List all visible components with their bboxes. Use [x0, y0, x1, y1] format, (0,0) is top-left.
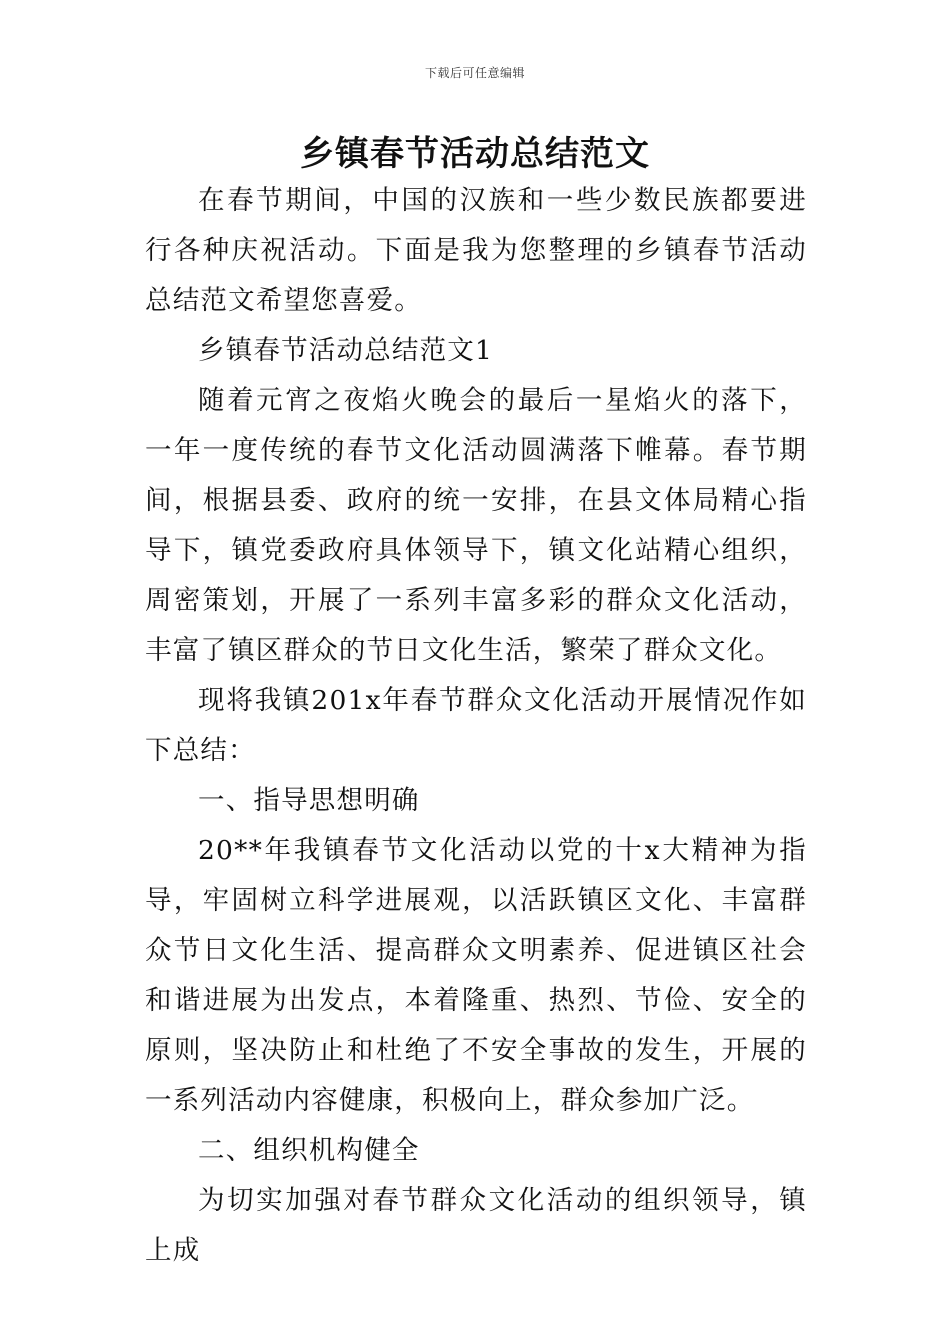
intro-paragraph: 在春节期间，中国的汉族和一些少数民族都要进行各种庆祝活动。下面是我为您整理的乡镇春节活动总结范文希望您喜爱。 — [145, 185, 807, 316]
body-paragraph: 20**年我镇春节文化活动以党的十x大精神为指导，牢固树立科学进展观，以活跃镇区文化、丰富群众节日文化生活、提高群众文明素养、促进镇区社会和谐进展为出发点，本着隆重、热烈、节俭、安全的原则，坚决防止和杜绝了不安全事故的发生，开展的一系列活动内容健康，积极向上，群众参加广泛。 — [145, 835, 807, 1116]
header-note: 下载后可任意编辑 — [424, 66, 525, 80]
body-paragraph: 为切实加强对春节群众文化活动的组织领导，镇上成 — [145, 1185, 807, 1266]
document-body — [145, 176, 807, 1276]
body-paragraph: 随着元宵之夜焰火晚会的最后一星焰火的落下，一年一度传统的春节文化活动圆满落下帷幕。春节期间，根据县委、政府的统一安排，在县文体局精心指导下，镇党委政府具体领导下，镇文化站精心组织，周密策划，开展了一系列丰富多彩的群众文化活动，丰富了镇区群众的节日文化生活，繁荣了群众文化。 — [145, 385, 807, 666]
document-title: 乡镇春节活动总结范文 — [300, 134, 650, 174]
section-heading-organization: 二、组织机构健全 — [198, 1135, 420, 1166]
section-heading-sample-1: 乡镇春节活动总结范文1 — [198, 335, 494, 366]
section-heading-guiding-ideology: 一、指导思想明确 — [198, 785, 420, 816]
body-paragraph: 现将我镇201x年春节群众文化活动开展情况作如下总结： — [145, 685, 807, 766]
